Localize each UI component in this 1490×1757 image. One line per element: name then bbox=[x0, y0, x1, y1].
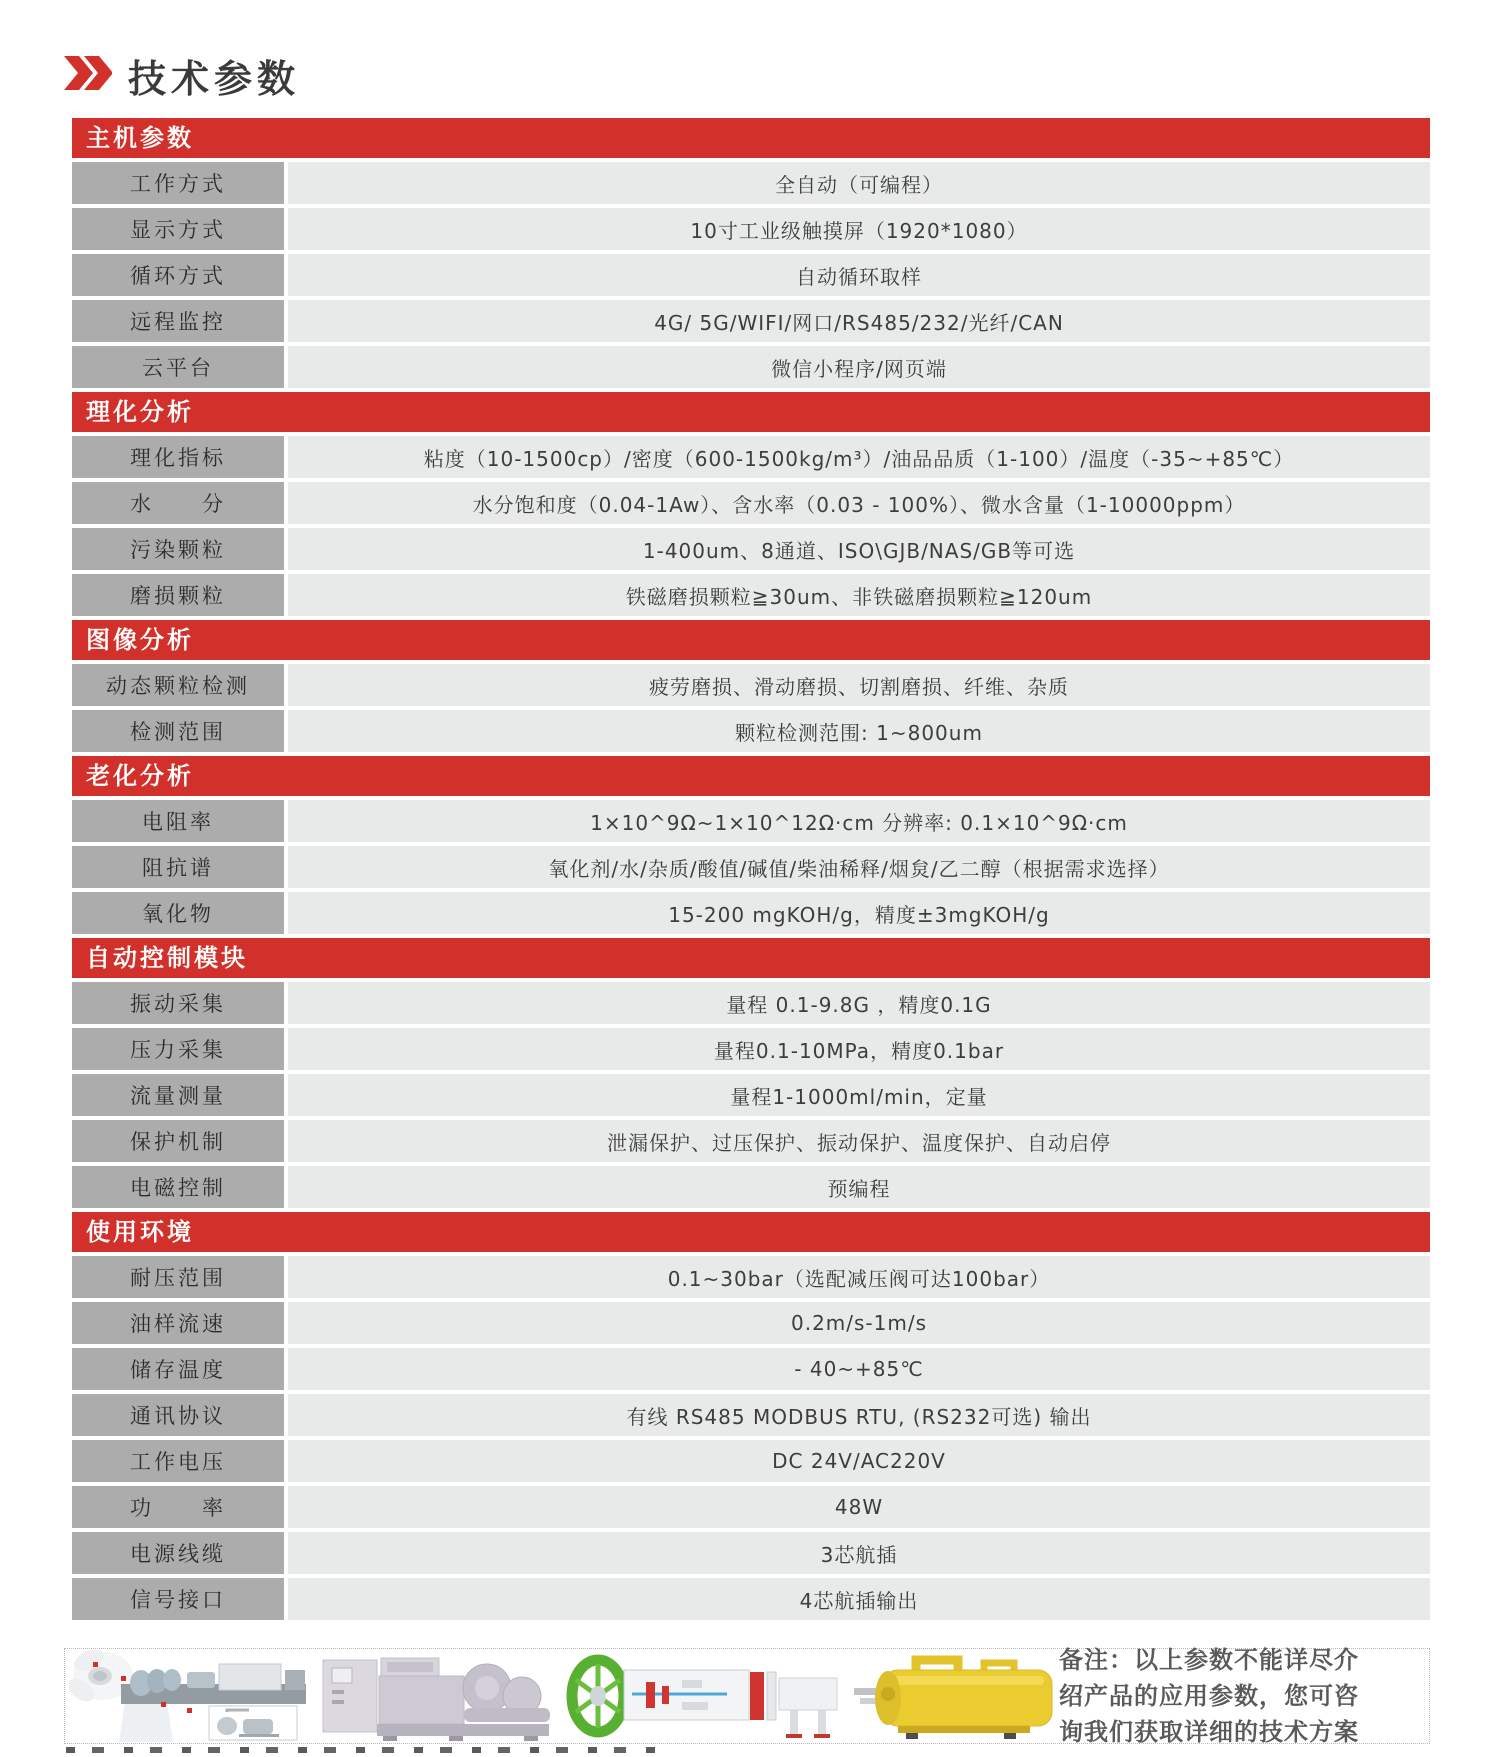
spec-value: 氧化剂/水/杂质/酸值/碱值/柴油稀释/烟炱/乙二醇（根据需求选择） bbox=[288, 846, 1430, 888]
spec-value: 有线 RS485 MODBUS RTU, (RS232可选) 输出 bbox=[288, 1394, 1430, 1436]
spec-label: 耐压范围 bbox=[72, 1256, 284, 1298]
footer-note bbox=[1059, 1642, 1451, 1750]
spec-value: 0.1~30bar（选配减压阀可达100bar） bbox=[288, 1256, 1430, 1298]
table-row bbox=[72, 1532, 1430, 1574]
spec-label: 水 分 bbox=[72, 482, 284, 524]
spec-table bbox=[72, 118, 1430, 1620]
table-row bbox=[72, 528, 1430, 570]
spec-value: 4芯航插输出 bbox=[288, 1578, 1430, 1620]
footer-note-line: 询我们获取详细的技术方案 bbox=[1059, 1718, 1359, 1746]
table-row bbox=[72, 436, 1430, 478]
spec-label: 电源线缆 bbox=[72, 1532, 284, 1574]
spec-label: 云平台 bbox=[72, 346, 284, 388]
section-header: 图像分析 bbox=[72, 620, 1430, 660]
table-row bbox=[72, 1578, 1430, 1620]
table-row bbox=[72, 664, 1430, 706]
table-row bbox=[72, 482, 1430, 524]
table-row bbox=[72, 1074, 1430, 1116]
section-header: 主机参数 bbox=[72, 118, 1430, 158]
spec-label: 振动采集 bbox=[72, 982, 284, 1024]
screw-chiller-image bbox=[854, 1650, 1059, 1742]
table-row bbox=[72, 1394, 1430, 1436]
spec-label: 工作方式 bbox=[72, 162, 284, 204]
section-rows bbox=[72, 664, 1430, 752]
spec-value: 量程1-1000ml/min，定量 bbox=[288, 1074, 1430, 1116]
spec-value: 疲劳磨损、滑动磨损、切割磨损、纤维、杂质 bbox=[288, 664, 1430, 706]
table-row bbox=[72, 800, 1430, 842]
spec-value: 自动循环取样 bbox=[288, 254, 1430, 296]
spec-value: 铁磁磨损颗粒≧30um、非铁磁磨损颗粒≧120um bbox=[288, 574, 1430, 616]
table-row bbox=[72, 1486, 1430, 1528]
spec-value: 量程 0.1-9.8G ，精度0.1G bbox=[288, 982, 1430, 1024]
section-header: 老化分析 bbox=[72, 756, 1430, 796]
table-row bbox=[72, 710, 1430, 752]
table-row bbox=[72, 982, 1430, 1024]
spec-section bbox=[72, 938, 1430, 1208]
spec-value: 泄漏保护、过压保护、振动保护、温度保护、自动启停 bbox=[288, 1120, 1430, 1162]
spec-label: 流量测量 bbox=[72, 1074, 284, 1116]
section-rows bbox=[72, 436, 1430, 616]
spec-value: DC 24V/AC220V bbox=[288, 1440, 1430, 1482]
footer-note-line: 备注：以上参数不能详尽介 bbox=[1059, 1646, 1359, 1674]
spec-label: 工作电压 bbox=[72, 1440, 284, 1482]
table-row bbox=[72, 1120, 1430, 1162]
section-rows bbox=[72, 982, 1430, 1208]
spec-label: 信号接口 bbox=[72, 1578, 284, 1620]
footer-strip bbox=[64, 1648, 1430, 1744]
footer-note-line: 绍产品的应用参数，您可咨 bbox=[1059, 1682, 1359, 1710]
table-row bbox=[72, 846, 1430, 888]
double-chevron-icon bbox=[62, 55, 112, 95]
section-header: 理化分析 bbox=[72, 392, 1430, 432]
spec-section bbox=[72, 392, 1430, 616]
spec-label: 检测范围 bbox=[72, 710, 284, 752]
table-row bbox=[72, 574, 1430, 616]
spec-section bbox=[72, 118, 1430, 388]
spec-section bbox=[72, 1212, 1430, 1620]
spec-label: 显示方式 bbox=[72, 208, 284, 250]
section-header: 使用环境 bbox=[72, 1212, 1430, 1252]
table-row bbox=[72, 1256, 1430, 1298]
spec-label: 循环方式 bbox=[72, 254, 284, 296]
page-header bbox=[0, 0, 1490, 100]
spec-label: 储存温度 bbox=[72, 1348, 284, 1390]
spec-label: 远程监控 bbox=[72, 300, 284, 342]
spec-label: 压力采集 bbox=[72, 1028, 284, 1070]
spec-label: 理化指标 bbox=[72, 436, 284, 478]
section-rows bbox=[72, 162, 1430, 388]
spec-label: 氧化物 bbox=[72, 892, 284, 934]
spec-value: 1×10^9Ω~1×10^12Ω·cm 分辨率: 0.1×10^9Ω·cm bbox=[288, 800, 1430, 842]
spec-value: 48W bbox=[288, 1486, 1430, 1528]
section-header: 自动控制模块 bbox=[72, 938, 1430, 978]
spec-section bbox=[72, 620, 1430, 752]
spec-value: - 40~+85℃ bbox=[288, 1348, 1430, 1390]
spec-value: 3芯航插 bbox=[288, 1532, 1430, 1574]
spec-value: 水分饱和度（0.04-1Aw）、含水率（0.03 - 100%）、微水含量（1-10000ppm） bbox=[288, 482, 1430, 524]
steam-turbine-unit-image bbox=[319, 1650, 554, 1742]
spec-label: 动态颗粒检测 bbox=[72, 664, 284, 706]
spec-label: 功 率 bbox=[72, 1486, 284, 1528]
table-row bbox=[72, 208, 1430, 250]
spec-value: 10寸工业级触摸屏（1920*1080） bbox=[288, 208, 1430, 250]
spec-value: 4G/ 5G/WIFI/网口/RS485/232/光纤/CAN bbox=[288, 300, 1430, 342]
spec-label: 电阻率 bbox=[72, 800, 284, 842]
spec-label: 保护机制 bbox=[72, 1120, 284, 1162]
spec-value: 预编程 bbox=[288, 1166, 1430, 1208]
table-row bbox=[72, 892, 1430, 934]
wind-turbine-nacelle-image bbox=[69, 1650, 319, 1742]
tunnel-boring-machine-image bbox=[554, 1650, 854, 1742]
spec-section bbox=[72, 756, 1430, 934]
spec-label: 污染颗粒 bbox=[72, 528, 284, 570]
spec-label: 通讯协议 bbox=[72, 1394, 284, 1436]
table-row bbox=[72, 1166, 1430, 1208]
spec-value: 15-200 mgKOH/g，精度±3mgKOH/g bbox=[288, 892, 1430, 934]
spec-label: 阻抗谱 bbox=[72, 846, 284, 888]
table-row bbox=[72, 300, 1430, 342]
spec-label: 磨损颗粒 bbox=[72, 574, 284, 616]
table-row bbox=[72, 254, 1430, 296]
table-row bbox=[72, 1440, 1430, 1482]
table-row bbox=[72, 162, 1430, 204]
section-rows bbox=[72, 800, 1430, 934]
spec-label: 油样流速 bbox=[72, 1302, 284, 1344]
spec-value: 微信小程序/网页端 bbox=[288, 346, 1430, 388]
table-row bbox=[72, 346, 1430, 388]
spec-value: 1-400um、8通道、ISO\GJB/NAS/GB等可选 bbox=[288, 528, 1430, 570]
spec-value: 颗粒检测范围: 1~800um bbox=[288, 710, 1430, 752]
table-row bbox=[72, 1348, 1430, 1390]
page-title: 技术参数 bbox=[128, 56, 301, 101]
spec-label: 电磁控制 bbox=[72, 1166, 284, 1208]
spec-value: 量程0.1-10MPa，精度0.1bar bbox=[288, 1028, 1430, 1070]
section-rows bbox=[72, 1256, 1430, 1620]
table-row bbox=[72, 1028, 1430, 1070]
spec-value: 全自动（可编程） bbox=[288, 162, 1430, 204]
spec-value: 0.2m/s-1m/s bbox=[288, 1302, 1430, 1344]
table-row bbox=[72, 1302, 1430, 1344]
cropped-next-section-text bbox=[66, 1747, 666, 1753]
spec-value: 粘度（10-1500cp）/密度（600-1500kg/m³）/油品品质（1-100）/温度（-35~+85℃） bbox=[288, 436, 1430, 478]
